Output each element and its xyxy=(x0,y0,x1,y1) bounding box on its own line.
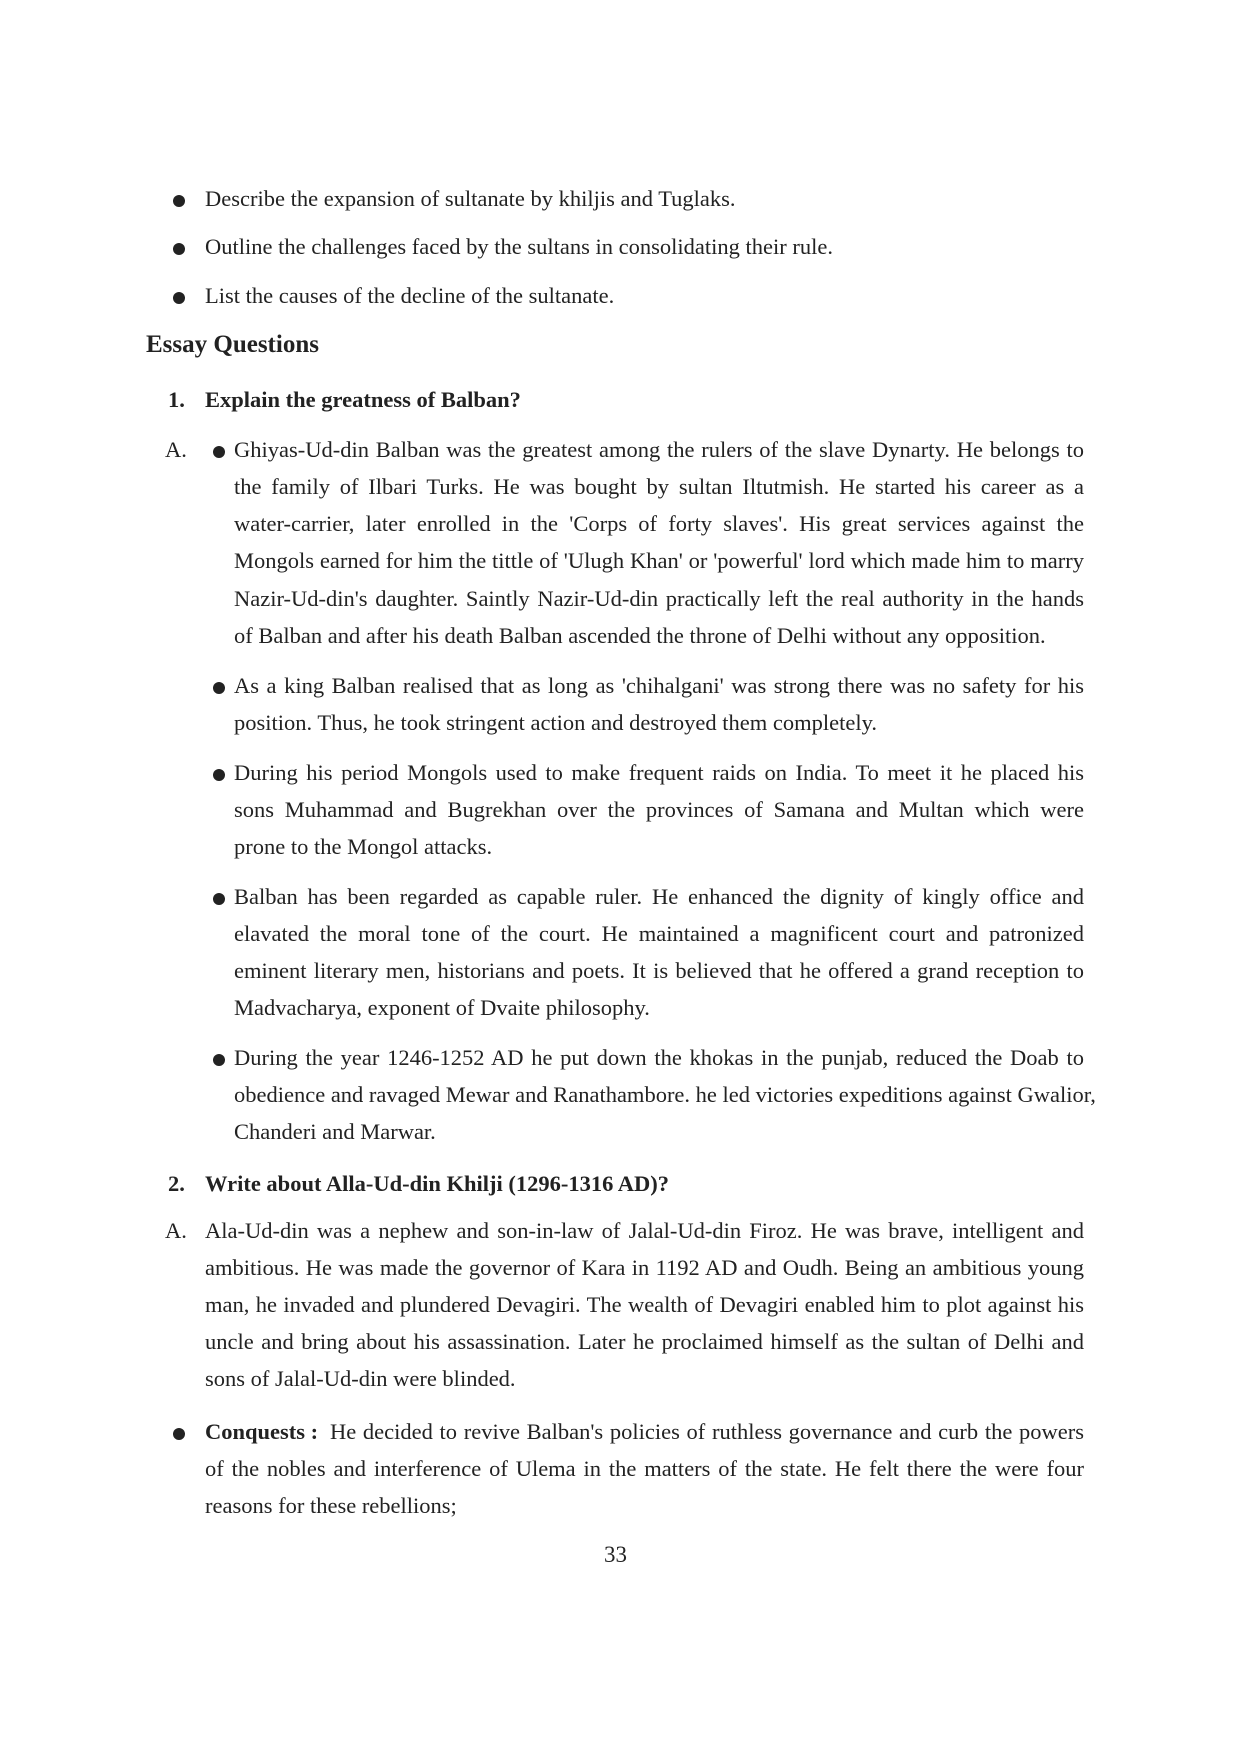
answer-line: Ghiyas-Ud-din Balban was the greatest among the rulers of the slave Dynarty. He belongs to xyxy=(234,437,1084,462)
answer-line: As a king Balban realised that as long as 'chihalgani' was strong there was no safety for his xyxy=(234,673,1084,698)
question-number: 1. xyxy=(168,387,185,412)
answer-marker: A. xyxy=(165,1218,187,1243)
answer-line: reasons for these rebellions; xyxy=(205,1493,457,1518)
answer-line: During his period Mongols used to make frequent raids on India. To meet it he placed his xyxy=(234,760,1084,785)
answer-line: eminent literary men, historians and poets. It is believed that he offered a grand reception to xyxy=(234,958,1084,983)
answer-line: man, he invaded and plundered Devagiri. The wealth of Devagiri enabled him to plot against his xyxy=(205,1292,1084,1317)
answer-line: Balban has been regarded as capable ruler. He enhanced the dignity of kingly office and xyxy=(234,884,1084,909)
answer-line: Chanderi and Marwar. xyxy=(234,1119,436,1144)
answer-line: of Balban and after his death Balban ascended the throne of Delhi without any opposition. xyxy=(234,623,1046,648)
answer-line: Nazir-Ud-din's daughter. Saintly Nazir-Ud-din practically left the real authority in the hands xyxy=(234,586,1084,611)
answer-line: the family of Ilbari Turks. He was bought by sultan Iltutmish. He started his career as a xyxy=(234,474,1084,499)
answer-line: During the year 1246-1252 AD he put down the khokas in the punjab, reduced the Doab to xyxy=(234,1045,1084,1070)
bullet-dot xyxy=(173,1428,185,1440)
bullet-dot xyxy=(213,446,225,458)
bullet-dot xyxy=(173,195,185,207)
question-text: Explain the greatness of Balban? xyxy=(205,387,521,412)
answer-line: Madvacharya, exponent of Dvaite philosophy. xyxy=(234,995,650,1020)
answer-line: obedience and ravaged Mewar and Ranathambore. he led victories expeditions against Gwalior, xyxy=(234,1082,1096,1107)
answer-line: water-carrier, later enrolled in the 'Corps of forty slaves'. His great services against the xyxy=(234,511,1084,536)
answer-line: of the nobles and interference of Ulema in the matters of the state. He felt there the were four xyxy=(205,1456,1084,1481)
bullet-dot xyxy=(213,682,225,694)
bullet-dot xyxy=(213,769,225,781)
answer-line: He decided to revive Balban's policies of ruthless governance and curb the powers xyxy=(330,1419,1084,1444)
objective-item: List the causes of the decline of the sultanate. xyxy=(205,283,615,308)
answer-marker: A. xyxy=(165,437,187,462)
answer-line: Mongols earned for him the tittle of 'Ulugh Khan' or 'powerful' lord which made him to marry xyxy=(234,548,1084,573)
bullet-dot xyxy=(213,893,225,905)
question-number: 2. xyxy=(168,1171,185,1196)
bullet-dot xyxy=(173,292,185,304)
question-text: Write about Alla-Ud-din Khilji (1296-1316 AD)? xyxy=(205,1171,669,1196)
answer-line: elavated the moral tone of the court. He maintained a magnificent court and patronized xyxy=(234,921,1084,946)
objective-item: Outline the challenges faced by the sultans in consolidating their rule. xyxy=(205,234,833,259)
section-heading: Essay Questions xyxy=(146,331,319,358)
answer-line: ambitious. He was made the governor of Kara in 1192 AD and Oudh. Being an ambitious young xyxy=(205,1255,1084,1280)
answer-line: sons of Jalal-Ud-din were blinded. xyxy=(205,1366,516,1391)
bullet-dot xyxy=(173,243,185,255)
answer-line: uncle and bring about his assassination. Later he proclaimed himself as the sultan of Delhi and xyxy=(205,1329,1084,1354)
page-number: 33 xyxy=(604,1542,627,1567)
answer-line: position. Thus, he took stringent action and destroyed them completely. xyxy=(234,710,878,735)
objective-item: Describe the expansion of sultanate by khiljis and Tuglaks. xyxy=(205,186,736,211)
answer-line: Ala-Ud-din was a nephew and son-in-law of Jalal-Ud-din Firoz. He was brave, intelligent and xyxy=(205,1218,1084,1243)
bullet-dot xyxy=(213,1054,225,1066)
conquests-label: Conquests : xyxy=(205,1419,319,1444)
answer-line: prone to the Mongol attacks. xyxy=(234,834,493,859)
answer-line: sons Muhammad and Bugrekhan over the provinces of Samana and Multan which were xyxy=(234,797,1084,822)
